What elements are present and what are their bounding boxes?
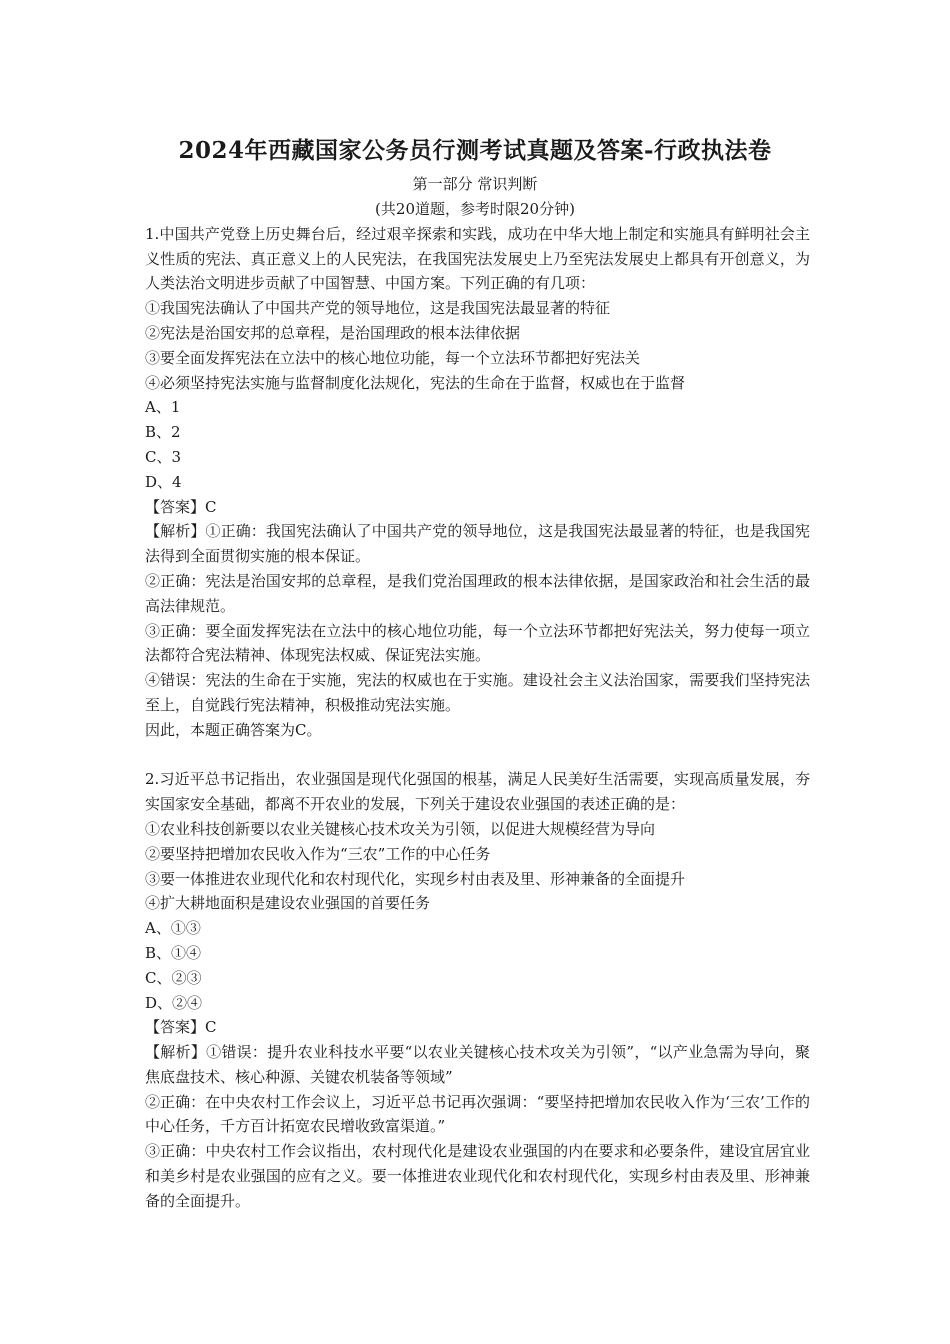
statement: ③要一体推进农业现代化和农村现代化，实现乡村由表及里、形神兼备的全面提升 xyxy=(145,869,686,888)
option: D、②④ xyxy=(145,993,203,1012)
analysis-paragraph: 【解析】①错误：提升农业科技水平要“以农业关键核心技术攻关为引领”，“以产业急需为导向，聚焦底盘技术、核心种源、关键农机装备等领域” xyxy=(145,1043,810,1086)
option: B、①④ xyxy=(145,943,202,962)
analysis-paragraph: ③正确：要全面发挥宪法在立法中的核心地位功能，每一个立法环节都把好宪法关，努力使每一项立法都符合宪法精神、体现宪法权威、保证宪法实施。 xyxy=(145,621,810,665)
question-stem: 2.习近平总书记指出，农业强国是现代化强国的根基，满足人民美好生活需要，实现高质量发展，夯实国家安全基础，都离不开农业的发展，下列关于建设农业强国的表述正确的是： xyxy=(145,770,810,814)
analysis-paragraph: 【解析】①正确：我国宪法确认了中国共产党的领导地位，这是我国宪法最显著的特征，也是我国宪法得到全面贯彻实施的根本保证。 xyxy=(145,522,810,566)
option: A、①③ xyxy=(145,919,201,938)
question-1 xyxy=(145,222,810,743)
document-title: 2024年西藏国家公务员行测考试真题及答案-行政执法卷 xyxy=(178,137,772,164)
statement: ②要坚持把增加农民收入作为“三农”工作的中心任务 xyxy=(145,844,491,863)
analysis-paragraph: ④错误：宪法的生命在于实施，宪法的权威也在于实施。建设社会主义法治国家，需要我们坚持宪法至上，自觉践行宪法精神，积极推动宪法实施。 xyxy=(145,671,810,714)
section-note: (共20道题，参考时限20分钟) xyxy=(375,200,575,218)
option: D、4 xyxy=(145,472,182,491)
statement: ④必须坚持宪法实施与监督制度化法规化，宪法的生命在于监督，权威也在于监督 xyxy=(145,373,686,392)
option: A、1 xyxy=(145,398,181,417)
option: C、3 xyxy=(145,447,182,466)
analysis-paragraph: ②正确：在中央农村工作会议上，习近平总书记再次强调：“要坚持把增加农民收入作为‘三农’工作的中心任务，千方百计拓宽农民增收致富渠道。” xyxy=(145,1092,810,1136)
document-body xyxy=(145,197,810,1214)
statement: ②宪法是治国安邦的总章程，是治国理政的根本法律依据 xyxy=(145,323,521,342)
answer: 【答案】C xyxy=(145,497,217,516)
statement: ①农业科技创新要以农业关键核心技术攻关为引领，以促进大规模经营为导向 xyxy=(145,819,656,838)
statement: ①我国宪法确认了中国共产党的领导地位，这是我国宪法最显著的特征 xyxy=(145,299,611,318)
analysis-paragraph: ②正确：宪法是治国安邦的总章程，是我们党治国理政的根本法律依据，是国家政治和社会生活的最高法律规范。 xyxy=(145,571,810,615)
question-stem: 1.中国共产党登上历史舞台后，经过艰辛探索和实践，成功在中华大地上制定和实施具有鲜明社会主义性质的宪法、真正意义上的人民宪法，在我国宪法发展史上乃至宪法发展史上都具有开创意义，为人类法治文明进步贡献了中国智慧、中国方案。下列正确的有几项： xyxy=(145,224,810,293)
statement: ④扩大耕地面积是建设农业强国的首要任务 xyxy=(145,894,431,913)
answer: 【答案】C xyxy=(145,1018,217,1037)
blank-line xyxy=(145,743,810,768)
section-heading: 第一部分 常识判断 xyxy=(412,175,538,193)
statement: ③要全面发挥宪法在立法中的核心地位功能，每一个立法环节都把好宪法关 xyxy=(145,348,641,367)
question-2 xyxy=(145,767,810,1213)
option: C、②③ xyxy=(145,968,202,987)
analysis-paragraph: ③正确：中央农村工作会议指出，农村现代化是建设农业强国的内在要求和必要条件，建设宜居宜业和美乡村是农业强国的应有之义。要一体推进农业现代化和农村现代化，实现乡村由表及里、形神兼备的全面提升。 xyxy=(145,1142,810,1210)
option: B、2 xyxy=(145,423,181,442)
analysis-conclusion: 因此，本题正确答案为C。 xyxy=(145,720,322,739)
